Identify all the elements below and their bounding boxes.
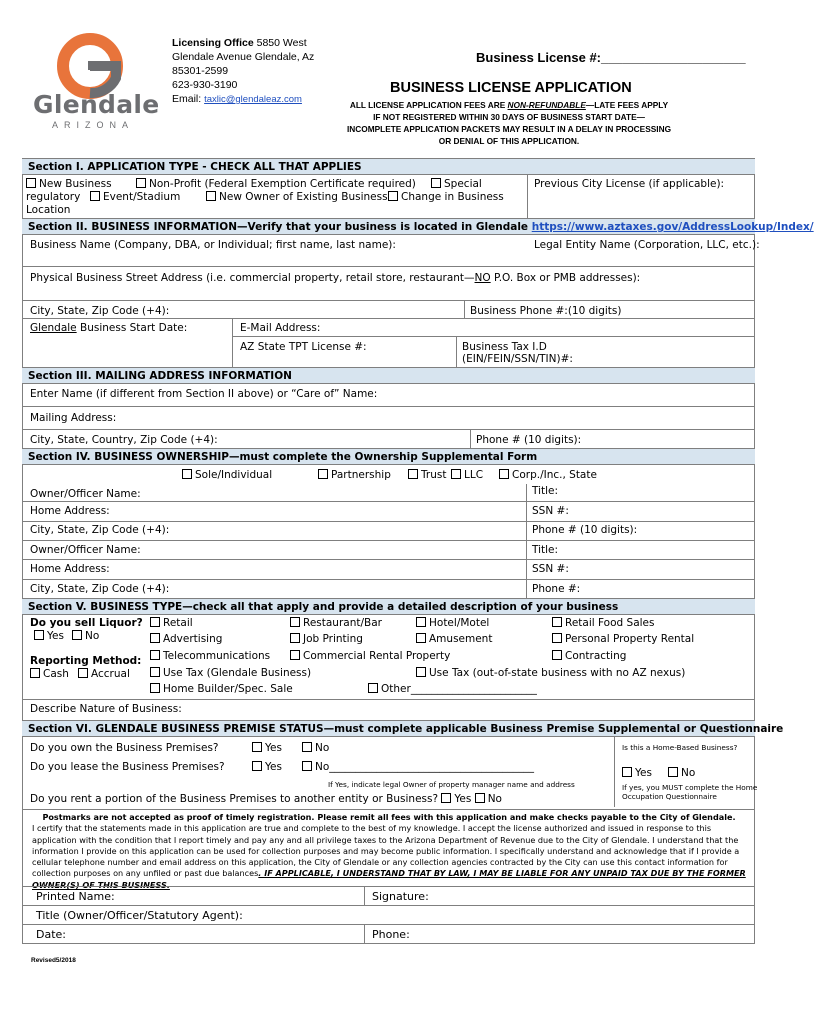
own-no-label: No bbox=[315, 742, 330, 754]
cash-label: Cash bbox=[43, 668, 69, 680]
sole-option[interactable] bbox=[178, 468, 276, 483]
signature-field[interactable]: Signature: bbox=[372, 890, 429, 903]
email-field[interactable]: E-Mail Address: bbox=[240, 322, 321, 334]
section-3-header: Section III. MAILING ADDRESS INFORMATION bbox=[22, 367, 755, 384]
owner2-ssn-field[interactable]: SSN #: bbox=[532, 563, 569, 575]
amusement-checkbox[interactable] bbox=[416, 633, 426, 643]
commercial-rental-label: Commercial Rental Property bbox=[303, 650, 451, 662]
own-yes-label: Yes bbox=[265, 742, 282, 754]
home-builder-checkbox[interactable] bbox=[150, 683, 160, 693]
home-builder-option[interactable] bbox=[146, 682, 297, 697]
rent-yes-checkbox[interactable] bbox=[441, 793, 451, 803]
mailing-phone-field[interactable]: Phone # (10 digits): bbox=[476, 434, 582, 446]
sole-label: Sole/Individual bbox=[195, 469, 273, 481]
brand-sub: ARIZONA bbox=[52, 120, 135, 130]
trust-checkbox[interactable] bbox=[408, 469, 418, 479]
regulatory-label: regulatory bbox=[26, 191, 81, 203]
section-5-header: Section V. BUSINESS TYPE—check all that apply and provide a detailed description of your business bbox=[22, 598, 755, 615]
new-owner-checkbox[interactable] bbox=[206, 191, 216, 201]
personal-property-option[interactable] bbox=[548, 632, 698, 647]
retail-label: Retail bbox=[163, 617, 193, 629]
section-1-header: Section I. APPLICATION TYPE - CHECK ALL THAT APPLIES bbox=[22, 158, 755, 175]
signer-phone-field[interactable]: Phone: bbox=[372, 928, 410, 941]
notice-post: —LATE FEES APPLY IF NOT REGISTERED WITHIN 30 DAYS OF BUSINESS START DATE— INCOMPLETE APPLICATION PACKETS MAY RESULT IN A DELAY IN PROCESSING OR DENIAL OF THIS APPLICATION. bbox=[346, 100, 672, 146]
partnership-option[interactable] bbox=[314, 468, 395, 483]
home-no-option[interactable] bbox=[664, 766, 699, 781]
liquor-yes-checkbox[interactable] bbox=[34, 630, 44, 640]
liquor-no-label: No bbox=[85, 630, 100, 642]
owner1-name-field[interactable]: Owner/Officer Name: bbox=[30, 488, 141, 500]
rent-portion-question bbox=[26, 792, 506, 807]
personal-property-checkbox[interactable] bbox=[552, 633, 562, 643]
retail-food-checkbox[interactable] bbox=[552, 617, 562, 627]
liquor-question: Do you sell Liquor? bbox=[30, 617, 143, 629]
hotel-label: Hotel/Motel bbox=[429, 617, 490, 629]
owner1-phone-field[interactable]: Phone # (10 digits): bbox=[532, 524, 638, 536]
owner2-city-field[interactable]: City, State, Zip Code (+4): bbox=[30, 583, 170, 595]
change-location-option[interactable] bbox=[384, 190, 508, 205]
new-business-label: New Business bbox=[39, 178, 112, 190]
own-yes-option[interactable] bbox=[248, 741, 286, 756]
owner2-title-field[interactable]: Title: bbox=[532, 544, 559, 556]
office-info bbox=[172, 36, 314, 107]
location-label: Location bbox=[26, 204, 71, 216]
contracting-checkbox[interactable] bbox=[552, 650, 562, 660]
non-profit-label: Non-Profit (Federal Exemption Certificate required) bbox=[149, 178, 416, 190]
office-label: Licensing Office bbox=[172, 37, 254, 49]
home-no-checkbox[interactable] bbox=[668, 767, 678, 777]
office-phone: 623-930-3190 bbox=[172, 79, 238, 91]
retail-checkbox[interactable] bbox=[150, 617, 160, 627]
own-premises-question: Do you own the Business Premises? bbox=[30, 742, 219, 754]
glendale-logo bbox=[30, 34, 150, 134]
corp-label: Corp./Inc., State bbox=[512, 469, 597, 481]
email-label: Email: bbox=[172, 93, 202, 105]
owner2-phone-field[interactable]: Phone #: bbox=[532, 583, 581, 595]
printed-name-field[interactable]: Printed Name: bbox=[36, 890, 115, 903]
home-yes-option[interactable] bbox=[618, 766, 656, 781]
lease-premises-question: Do you lease the Business Premises? bbox=[30, 761, 225, 773]
tax-id-label-1: Business Tax I.D bbox=[462, 341, 547, 353]
contracting-option[interactable] bbox=[548, 649, 630, 664]
signer-title-field[interactable]: Title (Owner/Officer/Statutory Agent): bbox=[36, 909, 243, 922]
mailing-city-field[interactable]: City, State, Country, Zip Code (+4): bbox=[30, 434, 218, 446]
address-lookup-link[interactable]: https://www.aztaxes.gov/AddressLookup/Index/ bbox=[531, 221, 814, 233]
amusement-label: Amusement bbox=[429, 633, 493, 645]
special-checkbox[interactable] bbox=[431, 178, 441, 188]
corp-option[interactable] bbox=[495, 468, 601, 483]
home-based-question: Is this a Home-Based Business? bbox=[622, 743, 738, 752]
hotel-checkbox[interactable] bbox=[416, 617, 426, 627]
accrual-option[interactable] bbox=[74, 667, 134, 682]
job-printing-option[interactable] bbox=[286, 632, 367, 647]
owner2-home-field[interactable]: Home Address: bbox=[30, 563, 110, 575]
legal-owner-note: If Yes, indicate legal Owner of property manager name and address bbox=[328, 780, 575, 789]
license-number: Business License #:____________________ bbox=[476, 50, 746, 65]
cash-checkbox[interactable] bbox=[30, 668, 40, 678]
trust-option[interactable] bbox=[404, 468, 450, 483]
restaurant-label: Restaurant/Bar bbox=[303, 617, 382, 629]
advertising-checkbox[interactable] bbox=[150, 633, 160, 643]
fee-notice bbox=[346, 99, 672, 147]
own-no-checkbox[interactable] bbox=[302, 742, 312, 752]
lease-yes-checkbox[interactable] bbox=[252, 761, 262, 771]
other-option[interactable] bbox=[364, 682, 541, 697]
use-tax-out-of-state-checkbox[interactable] bbox=[416, 667, 426, 677]
home-no-label: No bbox=[681, 767, 696, 779]
own-yes-checkbox[interactable] bbox=[252, 742, 262, 752]
commercial-rental-checkbox[interactable] bbox=[290, 650, 300, 660]
telecom-label: Telecommunications bbox=[163, 650, 271, 662]
glendale-g-icon bbox=[30, 34, 150, 94]
home-builder-label: Home Builder/Spec. Sale bbox=[163, 683, 293, 695]
other-label: Other________________________ bbox=[381, 683, 537, 695]
use-tax-glendale-checkbox[interactable] bbox=[150, 667, 160, 677]
nature-of-business-field[interactable]: Describe Nature of Business: bbox=[30, 703, 182, 715]
business-phone-field[interactable]: Business Phone #:(10 digits) bbox=[470, 305, 622, 317]
other-checkbox[interactable] bbox=[368, 683, 378, 693]
legal-entity-field[interactable]: Legal Entity Name (Corporation, LLC, etc.): bbox=[534, 239, 760, 251]
owner1-home-field[interactable]: Home Address: bbox=[30, 505, 110, 517]
non-profit-checkbox[interactable] bbox=[136, 178, 146, 188]
glendale-word: Glendale bbox=[30, 322, 77, 334]
owner1-title-field[interactable]: Title: bbox=[532, 485, 559, 497]
event-checkbox[interactable] bbox=[90, 191, 100, 201]
email-link[interactable]: taxlic@glendaleaz.com bbox=[204, 94, 302, 105]
owner2-name-field[interactable]: Owner/Officer Name: bbox=[30, 544, 141, 556]
telecom-checkbox[interactable] bbox=[150, 650, 160, 660]
trust-label: Trust bbox=[421, 469, 447, 481]
page-title: BUSINESS LICENSE APPLICATION bbox=[390, 80, 632, 96]
street-label: Physical Business Street Address (i.e. commercial property, retail store, restaurant— bbox=[30, 272, 475, 284]
office-addr1: 5850 West bbox=[256, 37, 307, 49]
home-note bbox=[618, 782, 761, 802]
business-name-field[interactable]: Business Name (Company, DBA, or Individual; first name, last name): bbox=[30, 239, 396, 251]
home-note-2: Occupation Questionnaire bbox=[622, 792, 717, 801]
restaurant-checkbox[interactable] bbox=[290, 617, 300, 627]
liquor-no-checkbox[interactable] bbox=[72, 630, 82, 640]
section-2-title: Section II. BUSINESS INFORMATION—Verify that your business is located in Glendale bbox=[28, 221, 529, 233]
retail-food-option[interactable] bbox=[548, 616, 658, 631]
retail-option[interactable] bbox=[146, 616, 197, 631]
use-tax-glendale-label: Use Tax (Glendale Business) bbox=[163, 667, 312, 679]
start-date-label: Business Start Date: bbox=[76, 322, 188, 334]
home-yes-label: Yes bbox=[635, 767, 652, 779]
office-addr2: Glendale Avenue Glendale, Az bbox=[172, 51, 315, 63]
new-owner-label: New Owner of Existing Business bbox=[219, 191, 388, 203]
tax-id-label-2: (EIN/FEIN/SSN/TIN)#: bbox=[462, 353, 573, 365]
owner1-ssn-field[interactable]: SSN #: bbox=[532, 505, 569, 517]
date-field[interactable]: Date: bbox=[36, 928, 66, 941]
job-printing-label: Job Printing bbox=[303, 633, 363, 645]
use-tax-out-of-state-label: Use Tax (out-of-state business with no AZ nexus) bbox=[429, 667, 686, 679]
rent-yes-label: Yes bbox=[454, 793, 472, 805]
corp-checkbox[interactable] bbox=[499, 469, 509, 479]
llc-label: LLC bbox=[464, 469, 484, 481]
personal-property-label: Personal Property Rental bbox=[565, 633, 695, 645]
advertising-option[interactable] bbox=[146, 632, 226, 647]
sole-checkbox[interactable] bbox=[182, 469, 192, 479]
rent-no-checkbox[interactable] bbox=[475, 793, 485, 803]
liquor-yes-option[interactable] bbox=[30, 629, 68, 644]
start-date-field[interactable] bbox=[26, 321, 191, 336]
restaurant-option[interactable] bbox=[286, 616, 386, 631]
section-4-header: Section IV. BUSINESS OWNERSHIP—must complete the Ownership Supplemental Form bbox=[22, 448, 755, 465]
use-tax-out-of-state-option[interactable] bbox=[412, 666, 689, 681]
reporting-method-label: Reporting Method: bbox=[30, 655, 142, 667]
city-state-zip-field[interactable]: City, State, Zip Code (+4): bbox=[30, 305, 170, 317]
certification-body: I certify that the statements made in this application are true and complete to the best of my knowledge. I accept the license authorized and issued in response to this application with the condition that I report timely and pay any and all privilege taxes to the Arizona Department of Revenue due to the City of Glendale. I understand that the information I provide on this application can be used for collection purposes and may become public information. I specifically understand and acknowledge that if I provide a cellular telephone number and email address on this application, the City of Glendale or any collection agencies contracted by the City can use this contact information for collection purposes on any unfiled or past due balances bbox=[32, 823, 740, 879]
mailing-address-field[interactable]: Mailing Address: bbox=[30, 412, 117, 424]
certification-emphasis: . IF APPLICABLE, I UNDERSTAND THAT BY LAW, I MAY BE LIABLE FOR ANY UNPAID TAX DUE BY THE FORMER OWNER(S) OF THIS BUSINESS. bbox=[32, 868, 746, 890]
postmark-notice: Postmarks are not accepted as proof of timely registration. Please remit all fees with this application and make checks payable to the City of Glendale. bbox=[42, 812, 736, 822]
previous-license-field[interactable]: Previous City License (if applicable): bbox=[534, 178, 725, 190]
notice-emph: NON-REFUNDABLE bbox=[507, 100, 586, 110]
street-address-field[interactable] bbox=[26, 271, 644, 286]
application-form bbox=[22, 158, 814, 944]
event-option[interactable] bbox=[86, 190, 184, 205]
amusement-option[interactable] bbox=[412, 632, 496, 647]
brand-name: Glendale bbox=[33, 90, 160, 119]
lease-no-option[interactable] bbox=[298, 760, 538, 775]
lease-yes-option[interactable] bbox=[248, 760, 286, 775]
advertising-label: Advertising bbox=[163, 633, 223, 645]
notice-pre: ALL LICENSE APPLICATION FEES ARE bbox=[349, 100, 508, 110]
accrual-label: Accrual bbox=[91, 668, 130, 680]
retail-food-label: Retail Food Sales bbox=[565, 617, 655, 629]
revision-note: Revised5/2018 bbox=[31, 957, 76, 964]
office-zip: 85301-2599 bbox=[172, 65, 229, 77]
tax-id-field[interactable] bbox=[458, 340, 577, 366]
change-location-checkbox[interactable] bbox=[388, 191, 398, 201]
care-of-name-field[interactable]: Enter Name (if different from Section II above) or “Care of” Name: bbox=[30, 388, 378, 400]
change-location-label: Change in Business bbox=[401, 191, 504, 203]
home-yes-checkbox[interactable] bbox=[622, 767, 632, 777]
llc-checkbox[interactable] bbox=[451, 469, 461, 479]
liquor-yes-label: Yes bbox=[47, 630, 64, 642]
new-business-checkbox[interactable] bbox=[26, 178, 36, 188]
partnership-checkbox[interactable] bbox=[318, 469, 328, 479]
own-no-option[interactable] bbox=[298, 741, 333, 756]
home-note-1: If yes, you MUST complete the Home bbox=[622, 783, 758, 792]
lease-no-checkbox[interactable] bbox=[302, 761, 312, 771]
partnership-label: Partnership bbox=[331, 469, 391, 481]
rent-question-text: Do you rent a portion of the Business Premises to another entity or Business? bbox=[30, 793, 439, 805]
tpt-license-field[interactable]: AZ State TPT License #: bbox=[240, 341, 367, 353]
section-2-header bbox=[22, 218, 814, 235]
event-label: Event/Stadium bbox=[103, 191, 181, 203]
certification-text bbox=[28, 811, 750, 892]
special-label: Special bbox=[444, 178, 482, 190]
commercial-rental-option[interactable] bbox=[286, 649, 454, 664]
new-owner-option[interactable] bbox=[202, 190, 392, 205]
hotel-option[interactable] bbox=[412, 616, 493, 631]
section-6-header: Section VI. GLENDALE BUSINESS PREMISE STATUS—must complete applicable Business Premise Supplemental or Questionnaire bbox=[22, 720, 755, 737]
telecom-option[interactable] bbox=[146, 649, 274, 664]
use-tax-glendale-option[interactable] bbox=[146, 666, 315, 681]
job-printing-checkbox[interactable] bbox=[290, 633, 300, 643]
liquor-no-option[interactable] bbox=[68, 629, 103, 644]
lease-no-label: No_______________________________________ bbox=[315, 761, 535, 773]
contracting-label: Contracting bbox=[565, 650, 627, 662]
street-post: P.O. Box or PMB addresses): bbox=[490, 272, 641, 284]
lease-yes-label: Yes bbox=[265, 761, 282, 773]
cash-option[interactable] bbox=[26, 667, 73, 682]
llc-option[interactable] bbox=[447, 468, 487, 483]
rent-no-label: No bbox=[487, 793, 502, 805]
street-no: NO bbox=[474, 272, 491, 284]
accrual-checkbox[interactable] bbox=[78, 668, 88, 678]
owner1-city-field[interactable]: City, State, Zip Code (+4): bbox=[30, 524, 170, 536]
